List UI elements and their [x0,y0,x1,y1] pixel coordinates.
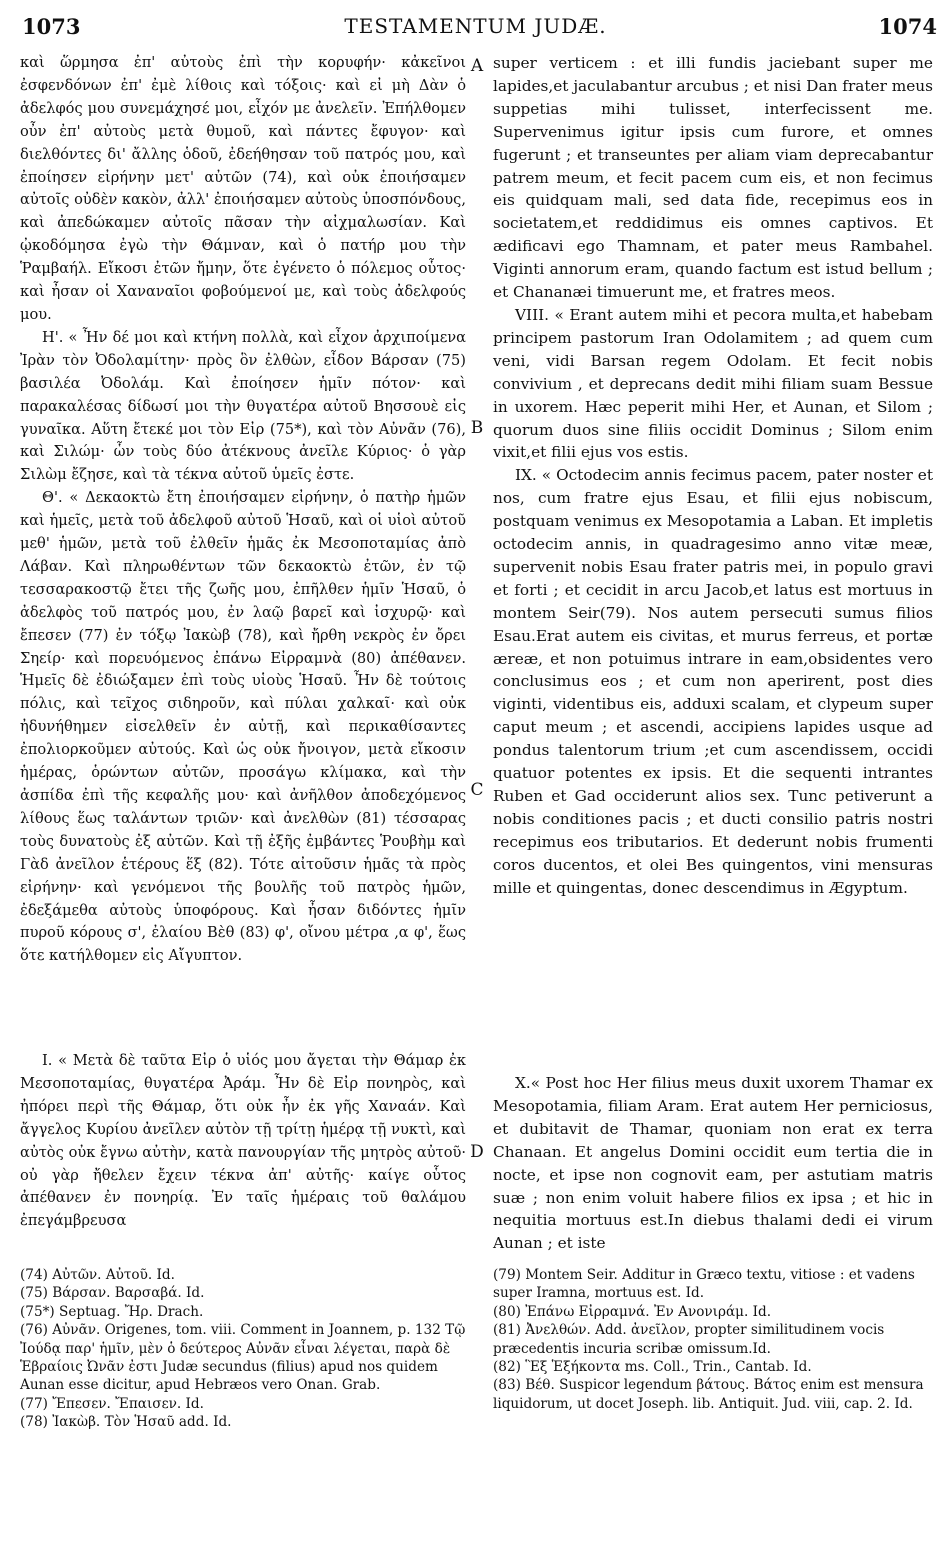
latin-paragraph: VIII. « Erant autem mihi et pecora multa,et habebam principem pastorum Iran Odolamitem ; ad quem cum veni, vidi Barsan regem Odolam. Et fecit nobis convivium , et deprecans dedit mihi filiam suam Bessue in uxorem. Hæc peperit mihi Her, et Aunan, et Silom ; quorum duos sine filiis occidit Dominus ; Silom enim vixit,et filii ejus vos estis. [493,305,933,462]
margin-marker-d: D [470,1142,484,1162]
footnote: (75*) Septuag. Ἤρ. Drach. [20,1303,204,1320]
greek-column-bottom [20,1050,466,1233]
greek-paragraph: καὶ ὥρμησα ἐπ' αὐτοὺς ἐπὶ τὴν κορυφήν· κἀκεῖνοι ἐσφενδόνων ἐπ' ἐμὲ λίθοις καὶ τόξοις· καὶ εἰ μὴ Δὰν ὁ ἀδελφός μου συνεμάχησέ μοι, εἶχόν με ἀνελεῖν. Ἐπήλθομεν οὖν ἐπ' αὐτοὺς μετὰ θυμοῦ, καὶ πάντες ἔφυγον· καὶ διελθόντες δι' ἄλλης ὁδοῦ, ἐδεήθησαν τοῦ πατρός μου, καὶ ἐποίησεν εἰρήνην μετ' αὐτῶν (74), καὶ οὐκ ἐποιήσαμεν αὐτοῖς οὐδὲν κακὸν, ἀλλ' ἐποιήσαμεν αὐτοὺς ὑποσπόνδους, καὶ ἀπεδώκαμεν αὐτοῖς πᾶσαν τὴν αἰχμαλωσίαν. Καὶ ᾠκοδόμησα ἐγὼ τὴν Θάμναν, καὶ ὁ πατήρ μου τὴν Ῥαμβαήλ. Εἴκοσι ἐτῶν ἤμην, ὅτε ἐγένετο ὁ πόλεμος οὗτος· καὶ ἦσαν οἱ Χαναναῖοι φοβούμενοί με, καὶ τοὺς ἀδελφούς μου. [20,54,466,323]
page-number-right: 1074 [878,14,937,39]
margin-marker-b: B [470,418,484,438]
greek-column-top [20,52,466,968]
footnotes-left [20,1266,470,1432]
footnote: (75) Βάρσαν. Βαρσαβά. Id. [20,1285,205,1302]
footnote: (81) Ἀνελθών. Add. ἀνεῖλον, propter similitudinem vocis præcedentis incuria scribæ omissum.Id. [493,1322,885,1357]
margin-marker-c: C [470,780,484,800]
page-header [0,0,951,52]
footnote: (79) Montem Seir. Additur in Græco textu, vitiose : et vadens super Iramna, mortuus est. Id. [493,1267,915,1302]
greek-paragraph: Ι. « Μετὰ δὲ ταῦτα Εἰρ ὁ υἱός μου ἄγεται τὴν Θάμαρ ἐκ Μεσοποταμίας, θυγατέρα Ἀράμ. Ἦν δὲ Εἰρ πονηρὸς, καὶ ἠπόρει περὶ τῆς Θάμαρ, ὅτι οὐκ ἦν ἐκ γῆς Χαναάν. Καὶ ἄγγελος Κυρίου ἀνεῖλεν αὐτὸν τῇ τρίτῃ ἡμέρᾳ τῇ νυκτὶ, καὶ αὐτὸς οὐκ ἔγνω αὐτὴν, κατὰ πανουργίαν τῆς μητρὸς αὐτοῦ· οὐ γὰρ ἤθελεν ἔχειν τέκνα ἀπ' αὐτῆς· καίγε οὗτος ἀπέθανεν ἐν πονηρίᾳ. Ἐν ταῖς ἡμέραις τοῦ θαλάμου ἐπεγάμβρευσα [20,1052,466,1230]
footnotes-right [493,1266,933,1413]
latin-paragraph: X.« Post hoc Her filius meus duxit uxorem Thamar ex Mesopotamia, filiam Aram. Erat autem Her perniciosus, et dubitavit de Thamar, quoniam non erat ex terra Chanaan. Et angelus Domini occidit eum tertia die in nocte, et ipse non cognovit eam, per astutiam matris suæ ; non enim voluit habere filios ex ipsa ; et hic in nequitia mortuus est.In diebus thalami dedi ei virum Aunan ; et iste [493,1074,933,1253]
margin-marker-a: A [470,56,484,76]
footnote: (74) Αὐτῶν. Αὐτοῦ. Id. [20,1267,175,1283]
page-number-left: 1073 [22,14,81,39]
footnote: (83) Βέθ. Suspicor legendum βάτους. Βάτος enim est mensura liquidorum, ut docet Joseph. lib. Antiquit. Jud. viii, cap. 2. Id. [493,1377,924,1412]
latin-paragraph: IX. « Octodecim annis fecimus pacem, pater noster et nos, cum fratre ejus Esau, et filii ejus nobiscum, postquam venimus ex Mesopotamia a Laban. Et impletis octodecim annis, in quadragesimo anno vitæ meæ, supervenit nobis Esau frater patris mei, in populo gravi et forti ; et cecidit in arcu Jacob,et latus est mortuus in montem Seir(79). Nos autem persecuti sumus filios Esau.Erat autem eis civitas, et murus ferreus, et portæ æreæ, et non potuimus intrare in eam,obsidentes vero conclusimus eos ; et cum non aperirent, post dies viginti, videntibus eis, adduxi scalam, et clypeum super caput meum ; et ascendi, accipiens lapides usque ad pondus talentorum trium ;et cum ascendissem, occidi quatuor potentes ex ipsis. Et die sequenti intrantes Ruben et Gad occiderunt alios sex. Tunc petiverunt a nobis conditiones pacis ; et ducti consilio patris nostri recepimus eos tributarios. Et dederunt nobis frumenti coros ducentos, et olei Bes quingentos, vini mensuras mille et quingentas, donec descendimus in Ægyptum. [493,466,933,897]
running-title: TESTAMENTUM JUDÆ. [344,14,607,38]
footnote: (76) Αὐνᾶν. Origenes, tom. viii. Comment in Joannem, p. 132 Τῷ Ἰούδᾳ παρ' ἡμῖν, μὲν ὁ δεύτερος Αὐνᾶν εἶναι λέγεται, παρὰ δὲ Ἑβραίοις Ὠνᾶν ἐστι Judæ secundus (filius) apud nos quidem Aunan esse dicitur, apud Hebræos vero Onan. Grab. [20,1322,466,1394]
footnote: (77) Ἔπεσεν. Ἔπαισεν. Id. [20,1395,204,1412]
footnote: (78) Ἰακὼβ. Τὸν Ἡσαῦ add. Id. [20,1414,232,1431]
latin-paragraph: super verticem : et illi fundis jaciebant super me lapides,et jaculabantur arcubus ; et nisi Dan frater meus suppetias mihi tulisset, interfecissent me. Supervenimus igitur ipsis cum furore, et omnes fugerunt ; et transeuntes per aliam viam deprecabantur patrem meum, et fecit pacem cum eis, et non fecimus eis quidquam mali, sed data fide, recepimus eos in societatem,et reddidimus eis omnes captivos. Et ædificavi ego Thamnam, et pater meus Rambahel. Viginti annorum eram, quando factum est istud bellum ; et Chananæi timuerunt me, et fratres meos. [493,54,934,302]
footnote: (80) Ἐπάνω Εἰρραμνά. Ἐν Ανονιράμ. Id. [493,1303,772,1320]
footnote: (82) Ἓξ Ἑξήκοντα ms. Coll., Trin., Cantab. Id. [493,1359,812,1376]
greek-paragraph: Η'. « Ἦν δέ μοι καὶ κτήνη πολλὰ, καὶ εἶχον ἀρχιποίμενα Ἰρὰν τὸν Ὀδολαμίτην· πρὸς ὃν ἐλθὼν, εἶδον Βάρσαν (75) βασιλέα Ὀδολάμ. Καὶ ἐποίησεν ἡμῖν πότον· καὶ παρακαλέσας δίδωσί μοι τὴν θυγατέρα αὐτοῦ Βησσουὲ εἰς γυναῖκα. Αὕτη ἔτεκέ μοι τὸν Εἰρ (75*), καὶ τὸν Αὐνᾶν (76), καὶ Σιλώμ· ὧν τοὺς δύο ἀτέκνους ἀνεῖλε Κύριος· ὁ γὰρ Σιλὼμ ἔζησε, καὶ τὰ τέκνα αὐτοῦ ὑμεῖς ἐστε. [20,328,466,484]
latin-column-top [493,52,933,900]
greek-paragraph: Θ'. « Δεκαοκτὼ ἔτη ἐποιήσαμεν εἰρήνην, ὁ πατὴρ ἡμῶν καὶ ἡμεῖς, μετὰ τοῦ ἀδελφοῦ αὐτοῦ Ἡσαῦ, καὶ οἱ υἱοὶ αὐτοῦ μεθ' ἡμῶν, μετὰ τοῦ ἐλθεῖν ἡμᾶς ἐκ Μεσοποταμίας ἀπὸ Λάβαν. Καὶ πληρωθέντων τῶν δεκαοκτὼ ἐτῶν, ἐν τῷ τεσσαρακοστῷ ἔτει τῆς ζωῆς μου, ἐπῆλθεν ἡμῖν Ἡσαῦ, ὁ ἀδελφὸς τοῦ πατρός μου, ἐν λαῷ βαρεῖ καὶ ἰσχυρῷ· καὶ ἔπεσεν (77) ἐν τόξῳ Ἰακὼβ (78), καὶ ἤρθη νεκρὸς ἐν ὄρει Σηείρ· καὶ πορευόμενος ἐπάνω Εἰρραμνὰ (80) ἀπέθανεν. Ἡμεῖς δὲ ἐδιώξαμεν ἐπὶ τοὺς υἱοὺς Ἡσαῦ. Ἦν δὲ τούτοις πόλις, καὶ τεῖχος σιδηροῦν, καὶ πύλαι χαλκαῖ· καὶ οὐκ ἠδυνήθημεν εἰσελθεῖν ἐν αὐτῇ, καὶ περικαθίσαντες ἐπολιορκοῦμεν αὐτούς. Καὶ ὡς οὐκ ἤνοιγον, μετὰ εἴκοσιν ἡμέρας, ὁρώντων αὐτῶν, προσάγω κλίμακα, καὶ τὴν ἀσπίδα ἐπὶ τῆς κεφαλῆς μου· καὶ ἀνῆλθον ἀποδεχόμενος λίθους ἕως ταλάντων τριῶν· καὶ ἀνελθὼν (81) τέσσαρας τοὺς δυνατοὺς ἐξ αὐτῶν. Καὶ τῇ ἐξῆς ἐμβάντες Ῥουβὴμ καὶ Γὰδ ἀνεῖλον ἑτέρους ἕξ (82). Τότε αἰτοῦσιν ἡμᾶς τὰ πρὸς εἰρήνην· καὶ γενόμενοι τῆς βουλῆς τοῦ πατρὸς ἡμῶν, ἐδεξάμεθα αὐτοὺς ὑποφόρους. Καὶ ἦσαν διδόντες ἡμῖν πυροῦ κόρους σ', ἐλαίου Βὲθ (83) φ', οἴνου μέτρα ‚α φ', ἕως ὅτε κατήλθομεν εἰς Αἴγυπτον. [20,489,466,965]
latin-column-bottom [493,1072,933,1255]
